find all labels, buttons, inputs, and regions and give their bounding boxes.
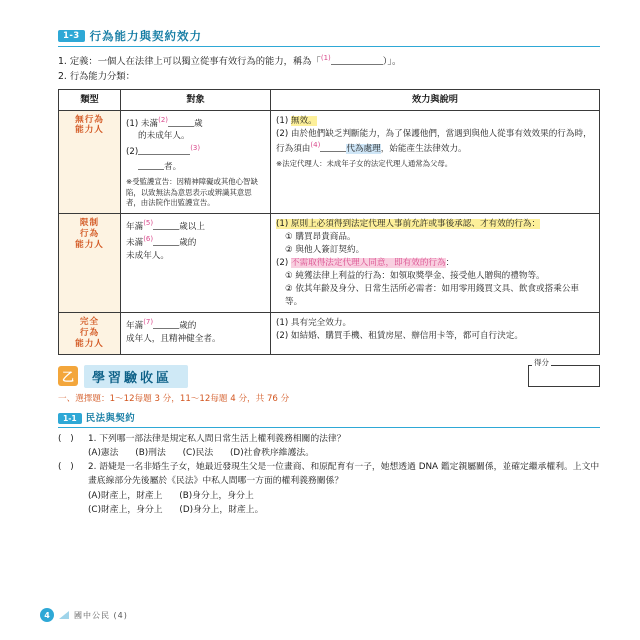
lim-pre: 年滿 (126, 222, 144, 233)
sub-section-divider (58, 427, 600, 428)
eff2-text: (2) 由於他們缺乏判斷能力，為了保護他們，當遇到與他人從事有效效果的行為時，行為須由 (276, 128, 592, 155)
eff2-sup: (4) (310, 141, 321, 150)
q2-option-d[interactable]: (D)身分上，財產上。 (179, 504, 264, 515)
full-sup: (7) (143, 318, 154, 327)
eff1-pre: (1) (276, 115, 289, 126)
definition-line (58, 53, 600, 70)
lim-eff1-sub2: ② 與他人簽訂契約。 (285, 244, 365, 255)
obj2-post: 者。 (164, 162, 182, 173)
answer-blank-1[interactable]: ( ) (58, 433, 74, 444)
question-2-text: 語婕是一名非婚生子女，她最近發現生父是一位畫商、和原配育有一子，她想透過 DNA 鑑定親屬關係，並確定繼承權利。上文中畫底線部分先後屬於《民法》中私人間哪一方面的權利義務關係？ (88, 462, 600, 487)
eff1-highlight: 無效。 (290, 115, 317, 126)
lim-eff2-pre: (2) (276, 257, 289, 268)
question-1-body (88, 432, 600, 461)
question-item (58, 432, 600, 461)
page-footer (40, 608, 128, 622)
score-label: 得分 (534, 358, 549, 368)
header-effect: 效力與說明 (271, 89, 600, 110)
definition-suffix: ）」。 (382, 56, 402, 68)
obj2-pre: (2) (126, 147, 139, 158)
capacity-table (58, 89, 600, 355)
obj2-blank2 (138, 159, 164, 170)
q1-option-b[interactable]: (B)刑法 (135, 447, 166, 458)
page-number: 4 (40, 608, 54, 622)
types-line: 2. 行為能力分類： (58, 70, 135, 82)
obj2-sup: (3) (190, 144, 201, 153)
exam-tag: 乙 (58, 366, 78, 386)
definition-blank-sup: (1) (320, 54, 331, 62)
eff2-highlight: 代為處理 (346, 144, 381, 155)
question-2-body (88, 460, 600, 517)
sub-section-tag: 1-1 (58, 413, 82, 424)
lim-eff2-sub1: ① 純獲法律上利益的行為：如領取獎學金、接受他人贈與的禮物等。 (285, 270, 545, 281)
lim-eff2-sub2: ② 依其年齡及身分、日常生活所必需者：如用零用錢買文具、飲食或搭乘公車等。 (285, 283, 580, 307)
table-row (59, 313, 600, 354)
row-effect-none (271, 110, 600, 213)
full-pre: 年滿 (126, 321, 144, 332)
q2-option-c[interactable]: (C)財產上，身分上 (88, 504, 163, 515)
obj1-pre: (1) 未滿 (126, 118, 159, 129)
definition-prefix: 1. 定義：一個人在法律上可以獨立從事有效行為的能力，稱為「 (58, 56, 321, 68)
q1-option-a[interactable]: (A)憲法 (88, 447, 119, 458)
table-header-row (59, 89, 600, 110)
lim-mid1: 歲以上 (179, 222, 205, 233)
q2-option-b[interactable]: (B)身分上，身分上 (179, 490, 254, 501)
obj2-blank (138, 144, 190, 155)
eff2-post: ，始能產生法律效力。 (380, 144, 467, 155)
obj1-post: 的未成年人。 (138, 131, 190, 142)
question-2-number: 2. (88, 462, 97, 473)
obj1-sup: (2) (158, 115, 169, 124)
lim-post: 未成年人。 (126, 250, 169, 261)
score-box (528, 358, 600, 387)
lim-blank2 (153, 235, 179, 246)
header-object: 對象 (121, 89, 271, 110)
lim-sup2: (6) (143, 234, 154, 243)
header-type: 類型 (59, 89, 121, 110)
row-type-limited: 限制 行為 能力人 (59, 214, 121, 313)
row-object-none (121, 110, 271, 213)
lim-eff2-post: ： (445, 257, 455, 268)
row-type-none: 無行為 能力人 (59, 110, 121, 213)
lim-eff2-highlight: 不需取得法定代理人同意，即有效的行為 (290, 257, 446, 268)
section-divider (58, 46, 600, 47)
sub-section-title: 民法與契約 (85, 412, 136, 424)
obj1-mid: 歲 (194, 118, 203, 129)
section-title: 行為能力與契約效力 (89, 29, 203, 43)
row-type-full: 完全 行為 能力人 (59, 313, 121, 354)
lim-blank1 (153, 219, 179, 230)
table-row (59, 110, 600, 213)
question-1-options (88, 446, 600, 460)
question-1-number: 1. (88, 433, 97, 444)
definition-blank (331, 54, 383, 65)
q1-option-c[interactable]: (C)民法 (182, 447, 214, 458)
table-row (59, 214, 600, 313)
eff2-blank (320, 141, 346, 152)
lim-mid3: 歲的 (179, 237, 197, 248)
lim-mid2: 未滿 (126, 237, 144, 248)
obj-note-guardian: ※受監護宣告：因精神障礙或其他心智缺陷，以致無法為意思表示或辨識其意思者，由法院作出監護宣告。 (126, 176, 258, 208)
sub-section-heading (58, 406, 600, 425)
eff-note-legal-rep: ※法定代理人：未成年子女的法定代理人通常為父母。 (276, 159, 453, 169)
footer-text: 國中公民 (4) (74, 610, 128, 620)
question-item (58, 460, 600, 517)
full-eff2: (2) 如結婚、購買手機、租賃房屋、辦信用卡等，都可自行決定。 (276, 331, 523, 342)
obj1-blank (168, 116, 194, 127)
exam-instructions: 一、選擇題：1～12每題 3 分，11～12每題 4 分，共 76 分 (58, 393, 290, 404)
full-mid: 歲的 (179, 321, 197, 332)
section-tag: 1-3 (58, 30, 85, 42)
q1-option-d[interactable]: (D)社會秩序維護法。 (229, 447, 314, 458)
full-eff1: (1) 具有完全效力。 (276, 318, 352, 329)
exam-section-header (58, 358, 600, 388)
answer-blank-2[interactable]: ( ) (58, 462, 74, 473)
exam-title: 學習驗收區 (84, 365, 188, 388)
q2-option-a[interactable]: (A)財產上，財產上 (88, 490, 163, 501)
lim-sup1: (5) (143, 219, 154, 228)
row-object-full (121, 313, 271, 354)
row-effect-full (271, 313, 600, 354)
full-blank (153, 318, 179, 329)
lim-eff1: (1) 原則上必須得到法定代理人事前允許或事後承認、才有效的行為： (276, 219, 541, 230)
question-1-text: 下列哪一部法律是規定私人間日常生活上權利義務相關的法律？ (99, 433, 346, 444)
lim-eff1-sub1: ① 購買昂貴商品。 (285, 232, 356, 243)
footer-decoration-icon (59, 611, 69, 619)
full-post: 成年人，且精神健全者。 (126, 334, 221, 345)
row-effect-limited (271, 214, 600, 313)
row-object-limited (121, 214, 271, 313)
question-2-options (88, 489, 600, 518)
section-heading (58, 28, 600, 44)
